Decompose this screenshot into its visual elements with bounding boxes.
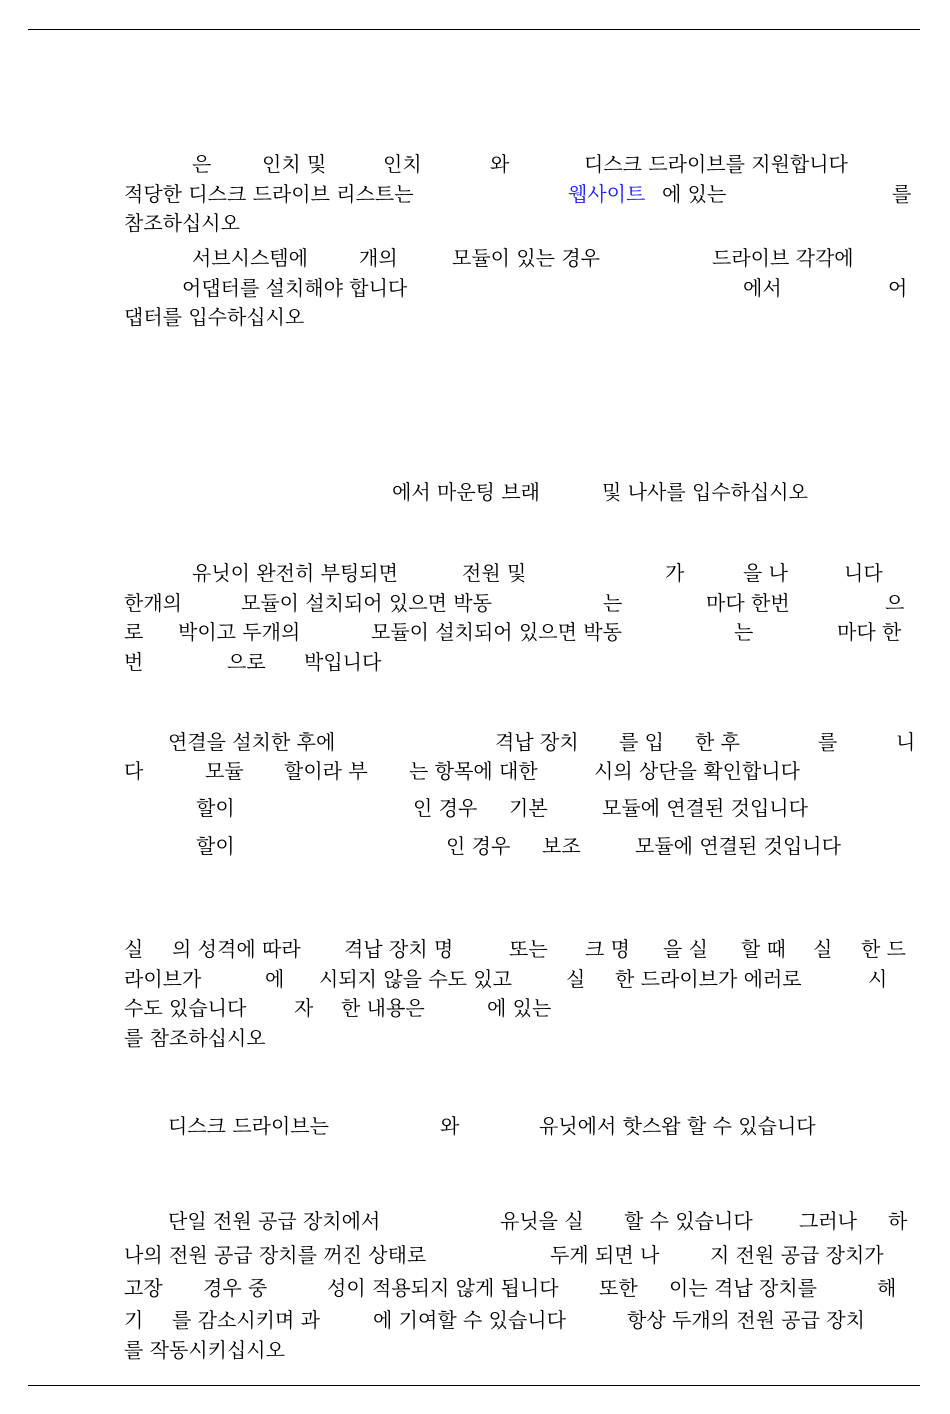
text-fragment: 할이 bbox=[196, 796, 235, 820]
text-fragment: 할 수 있습니다 bbox=[624, 1209, 753, 1233]
text-fragment: 박이고 두개의 bbox=[178, 620, 301, 644]
text-fragment: 격납 장치 bbox=[495, 730, 579, 754]
text-fragment: 수도 있습니다 bbox=[124, 996, 247, 1020]
text-fragment: 마다 한번 bbox=[706, 591, 790, 615]
text-fragment: 모듈이 있는 경우 bbox=[452, 246, 600, 270]
text-fragment: 두게 되면 나 bbox=[550, 1243, 660, 1267]
text-fragment: 은 bbox=[192, 152, 212, 176]
text-fragment: 자 bbox=[294, 996, 314, 1020]
text-fragment: 한 후 bbox=[695, 730, 740, 754]
text-fragment: 으로 bbox=[227, 650, 266, 674]
text-fragment: 할이라 부 bbox=[284, 759, 368, 783]
website-link[interactable]: 웹사이트 bbox=[568, 182, 646, 206]
text-fragment: 에 있는 bbox=[662, 182, 727, 206]
text-fragment: 모듈이 설치되어 있으면 박동 bbox=[371, 620, 622, 644]
text-fragment: 또한 bbox=[599, 1276, 638, 1300]
text-fragment: 할 때 bbox=[741, 937, 786, 961]
text-fragment: 경우 중 bbox=[203, 1276, 268, 1300]
text-fragment: 모듈이 설치되어 있으면 박동 bbox=[241, 591, 492, 615]
text-fragment: 는 bbox=[603, 591, 623, 615]
text-fragment: 를 bbox=[818, 730, 838, 754]
text-fragment: 모듈에 연결된 것입니다 bbox=[602, 796, 808, 820]
text-fragment: 을 나 bbox=[743, 561, 788, 585]
text-fragment: 와 bbox=[490, 152, 510, 176]
text-fragment: 다 bbox=[124, 759, 144, 783]
text-fragment: 을 실 bbox=[663, 937, 708, 961]
text-fragment: 마다 한 bbox=[837, 620, 902, 644]
text-fragment: 디스크 드라이브는 bbox=[168, 1114, 329, 1138]
text-fragment: 고장 bbox=[124, 1276, 163, 1300]
text-fragment: 라이브가 bbox=[124, 967, 202, 991]
text-fragment: 격납 장치 명 bbox=[344, 937, 454, 961]
footer-rule bbox=[28, 1385, 920, 1386]
text-fragment: 디스크 드라이브를 지원합니다 bbox=[584, 152, 848, 176]
text-fragment: 어댑터를 설치해야 합니다 bbox=[182, 276, 408, 300]
text-fragment: 드라이브 각각에 bbox=[712, 246, 854, 270]
text-fragment: 적당한 디스크 드라이브 리스트는 bbox=[124, 182, 414, 206]
text-fragment: 유닛이 완전히 부팅되면 bbox=[192, 561, 398, 585]
text-fragment: 의 성격에 따라 bbox=[172, 937, 301, 961]
text-fragment: 실 bbox=[813, 937, 833, 961]
text-fragment: 니 bbox=[896, 730, 916, 754]
text-fragment: 실 bbox=[124, 937, 144, 961]
text-fragment: 인치 및 bbox=[262, 152, 327, 176]
text-fragment: 또는 bbox=[509, 937, 548, 961]
text-fragment: 시의 상단을 확인합니다 bbox=[594, 759, 800, 783]
text-fragment: 에 bbox=[265, 967, 285, 991]
text-fragment: 단일 전원 공급 장치에서 bbox=[168, 1209, 381, 1233]
text-fragment: 한 내용은 bbox=[341, 996, 425, 1020]
text-fragment: 성이 적용되지 않게 됩니다 bbox=[327, 1276, 559, 1300]
text-fragment: 박입니다 bbox=[304, 650, 382, 674]
text-fragment: 는 bbox=[734, 620, 754, 644]
text-fragment: 를 입 bbox=[619, 730, 664, 754]
text-fragment: 연결을 설치한 후에 bbox=[168, 730, 336, 754]
text-fragment: 유닛에서 핫스왑 할 수 있습니다 bbox=[539, 1114, 816, 1138]
text-fragment: 해 bbox=[877, 1276, 897, 1300]
text-fragment: 인치 bbox=[383, 152, 422, 176]
text-fragment: 시 bbox=[868, 967, 888, 991]
text-fragment: 니다 bbox=[844, 561, 883, 585]
text-fragment: 인 경우 bbox=[446, 834, 511, 858]
text-fragment: 유닛을 실 bbox=[500, 1209, 584, 1233]
text-fragment: 가 bbox=[665, 561, 685, 585]
text-fragment: 할이 bbox=[196, 834, 235, 858]
text-fragment: 기본 bbox=[509, 796, 548, 820]
text-fragment: 에서 bbox=[743, 276, 782, 300]
text-fragment: 서브시스템에 bbox=[192, 246, 308, 270]
text-fragment: 모듈 bbox=[205, 759, 244, 783]
text-fragment: 에 기여할 수 있습니다 bbox=[373, 1308, 566, 1332]
text-fragment: 크 명 bbox=[585, 937, 630, 961]
text-fragment: 참조하십시오 bbox=[124, 211, 240, 235]
text-fragment: 이는 격납 장치를 bbox=[669, 1276, 817, 1300]
text-fragment: 전원 및 bbox=[462, 561, 527, 585]
text-fragment: 는 항목에 대한 bbox=[409, 759, 538, 783]
text-fragment: 모듈에 연결된 것입니다 bbox=[635, 834, 841, 858]
text-fragment: 시되지 않을 수도 있고 bbox=[319, 967, 512, 991]
text-fragment: 로 bbox=[124, 620, 144, 644]
text-fragment: 나의 전원 공급 장치를 꺼진 상태로 bbox=[124, 1243, 427, 1267]
text-fragment: 를 참조하십시오 bbox=[124, 1026, 266, 1050]
text-fragment: 를 작동시키십시오 bbox=[124, 1338, 285, 1362]
text-fragment: 어 bbox=[888, 276, 908, 300]
text-fragment: 기 bbox=[124, 1308, 144, 1332]
text-fragment: 에서 마운팅 브래 bbox=[392, 480, 540, 504]
text-fragment: 개의 bbox=[359, 246, 398, 270]
text-fragment: 및 나사를 입수하십시오 bbox=[602, 480, 808, 504]
header-rule bbox=[28, 29, 920, 30]
text-fragment: 한 드라이브가 에러로 bbox=[615, 967, 802, 991]
text-fragment: 에 있는 bbox=[487, 996, 552, 1020]
text-fragment: 실 bbox=[566, 967, 586, 991]
text-fragment: 인 경우 bbox=[413, 796, 478, 820]
text-fragment: 댑터를 입수하십시오 bbox=[124, 305, 305, 329]
text-fragment: 지 전원 공급 장치가 bbox=[710, 1243, 884, 1267]
text-fragment: 그러나 bbox=[799, 1209, 857, 1233]
text-fragment: 와 bbox=[440, 1114, 460, 1138]
text-fragment: 항상 두개의 전원 공급 장치 bbox=[627, 1308, 865, 1332]
text-fragment: 보조 bbox=[542, 834, 581, 858]
text-fragment: 한개의 bbox=[124, 591, 182, 615]
text-fragment: 를 감소시키며 과 bbox=[172, 1308, 320, 1332]
text-fragment: 를 bbox=[892, 182, 912, 206]
text-fragment: 하 bbox=[888, 1209, 908, 1233]
text-fragment: 으 bbox=[885, 591, 905, 615]
text-fragment: 번 bbox=[124, 650, 144, 674]
text-fragment: 한 드 bbox=[861, 937, 906, 961]
